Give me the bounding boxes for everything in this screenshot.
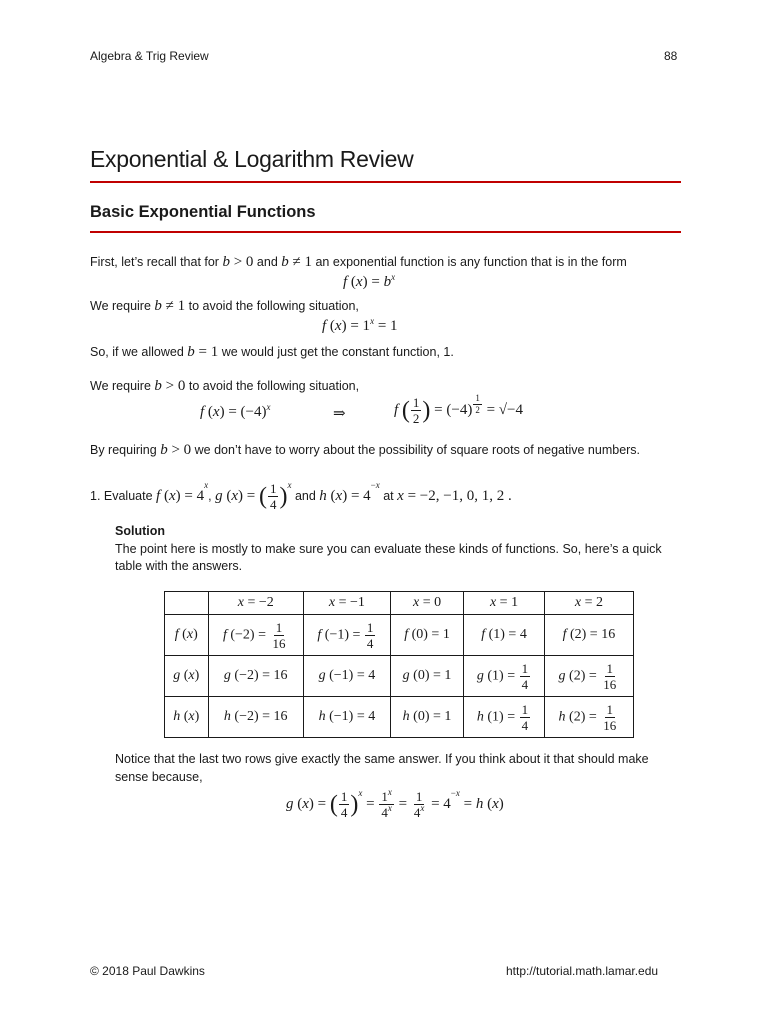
table-cell: g (−2) = 16 xyxy=(208,656,303,697)
solution-text-line-1: The point here is mostly to make sure you can evaluate these kinds of functions. So, here’s a quick xyxy=(115,542,662,556)
paragraph-require-b-positive: We require b > 0 to avoid the following situation, xyxy=(90,378,360,394)
table-cell: f (1) = 4 xyxy=(464,615,545,656)
section-title: Basic Exponential Functions xyxy=(90,203,316,221)
implies-arrow: ⇒ xyxy=(333,406,346,422)
paragraph-require-b-not-1: We require b ≠ 1 to avoid the following situation, xyxy=(90,298,359,314)
table-cell: h (0) = 1 xyxy=(390,697,463,738)
running-header-title: Algebra & Trig Review xyxy=(90,49,209,63)
paragraph-by-requiring: By requiring b > 0 we don’t have to worry about the possibility of square roots of negative numbers. xyxy=(90,442,641,458)
equation-g-equals-h: g (x) = ( $\frac{1}{4}$ )$^x$ = $\frac{1^x}{4^x}$ = $\frac{1}{4^x}$ = $4^{-x} = h$ (x) xyxy=(286,787,504,820)
table-cell: h (2) = $\frac{1}{16}$ xyxy=(544,697,633,738)
chapter-title: Exponential & Logarithm Review xyxy=(90,146,414,172)
equation-exponential-form: f $(x) = b^x$ xyxy=(343,272,396,290)
table-header-cell: x = 0 xyxy=(390,592,463,615)
table-row-label: h (x) xyxy=(165,697,209,738)
example-1-statement: 1. Evaluate f $(x) = 4^x$, g (x) = ( $\frac{1}{4}$ )$^x$ and h $(x) = 4^{-x}$ at x = −2, −1, 0, 1, 2 . xyxy=(90,480,512,512)
notice-line-1: Notice that the last two rows give exactly the same answer. If you think about it that should make xyxy=(115,752,649,766)
table-header-cell: x = 1 xyxy=(464,592,545,615)
table-row-label: f (x) xyxy=(165,615,209,656)
table-row xyxy=(165,656,634,697)
table-cell: g (0) = 1 xyxy=(390,656,463,697)
solution-label: Solution xyxy=(115,524,165,538)
table-cell: g (−1) = 4 xyxy=(303,656,390,697)
paragraph-intro: First, let’s recall that for b > 0 and b ≠ 1 an exponential function is any function that is in the form xyxy=(90,254,627,270)
answers-table xyxy=(164,591,634,738)
solution-text-line-2: table with the answers. xyxy=(115,559,243,573)
table-cell: f (0) = 1 xyxy=(390,615,463,656)
table-header-cell: x = −2 xyxy=(208,592,303,615)
equation-negative-base: f $(x) = (-4)^x$ xyxy=(200,402,271,420)
notice-line-2: sense because, xyxy=(115,770,203,784)
table-cell: g (1) = $\frac{1}{4}$ xyxy=(464,656,545,697)
table-cell: f (2) = 16 xyxy=(544,615,633,656)
table-row xyxy=(165,615,634,656)
table-cell: f (−2) = $\frac{1}{16}$ xyxy=(208,615,303,656)
section-title-rule xyxy=(90,231,681,233)
table-row xyxy=(165,697,634,738)
paragraph-constant-function: So, if we allowed b = 1 we would just get the constant function, 1. xyxy=(90,344,454,360)
table-cell: h (−1) = 4 xyxy=(303,697,390,738)
chapter-title-rule xyxy=(90,181,681,183)
footer-url: http://tutorial.math.lamar.edu xyxy=(506,964,659,978)
footer-copyright: © 2018 Paul Dawkins xyxy=(90,964,205,978)
page-number: 88 xyxy=(664,49,678,63)
table-cell: g (2) = $\frac{1}{16}$ xyxy=(544,656,633,697)
table-header-cell: x = −1 xyxy=(303,592,390,615)
table-row-label: g (x) xyxy=(165,656,209,697)
equation-one-power: f $(x) = 1^x = 1$ xyxy=(322,316,398,334)
table-cell: f (−1) = $\frac{1}{4}$ xyxy=(303,615,390,656)
table-cell: h (−2) = 16 xyxy=(208,697,303,738)
table-header-cell: x = 2 xyxy=(544,592,633,615)
table-cell: h (1) = $\frac{1}{4}$ xyxy=(464,697,545,738)
table-header-row xyxy=(165,592,634,615)
equation-square-root-negative: f ( $\frac{1}{2}$ ) = (−4) $^{\frac{1}{2}}$ = √−4 xyxy=(394,393,523,426)
table-corner-cell xyxy=(165,592,209,615)
